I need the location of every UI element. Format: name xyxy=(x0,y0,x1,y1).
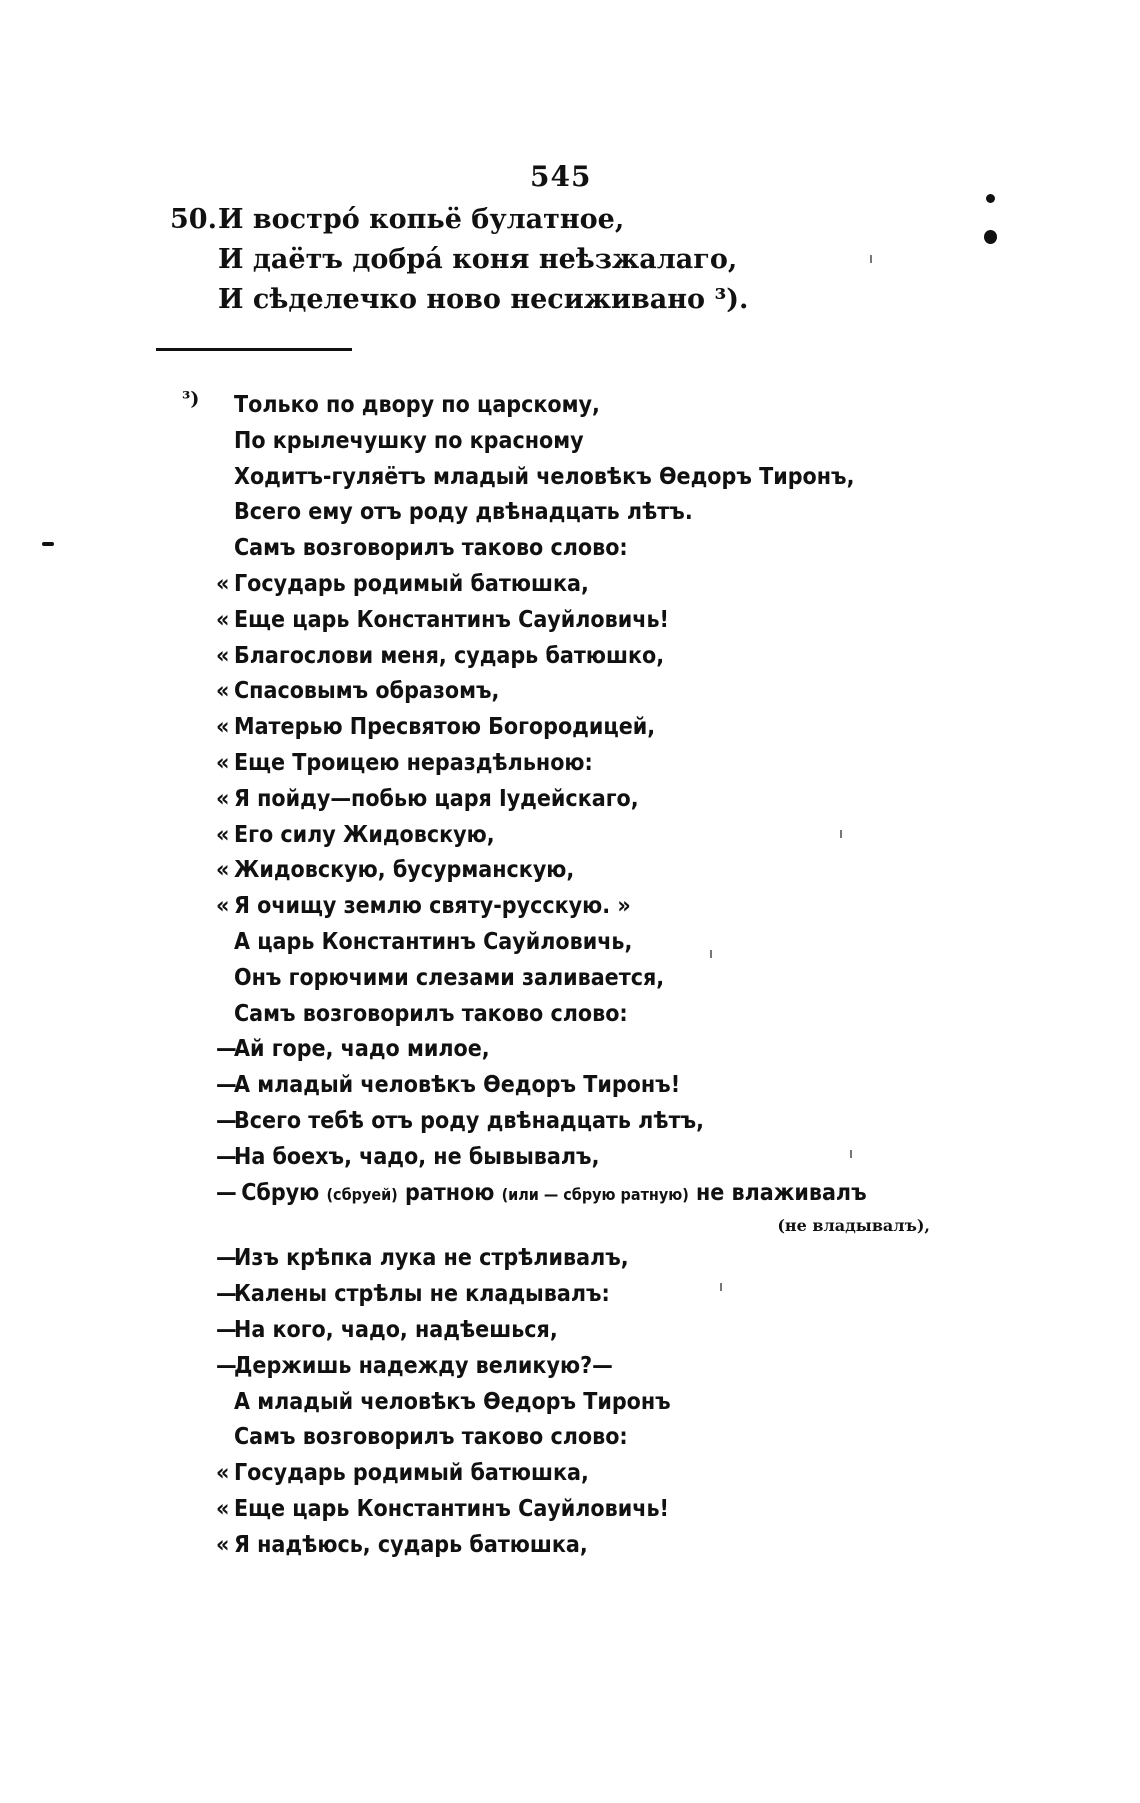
line-text: На боехъ, чадо, не бывывалъ, xyxy=(234,1143,600,1170)
footnote-line xyxy=(216,961,1116,997)
line-text: Ходитъ-гуляётъ младый человѣкъ Ѳедоръ Тиронъ, xyxy=(234,463,855,490)
verse-line xyxy=(170,200,748,240)
scan-speck xyxy=(720,1283,722,1291)
scan-speck xyxy=(710,950,712,958)
footnote-line xyxy=(216,1140,1116,1176)
line-lead: « xyxy=(216,1531,230,1558)
scan-mark xyxy=(42,542,54,546)
footnote-line xyxy=(216,1277,1116,1313)
footnote-line xyxy=(216,674,1116,710)
verse-text: И востро́ копьё булатное, xyxy=(218,204,625,235)
line-text: Самъ возговорилъ таково слово: xyxy=(234,1424,628,1451)
line-lead: « xyxy=(216,893,230,920)
line-lead: — xyxy=(216,1179,237,1206)
variant-reading: (не владывалъ), xyxy=(777,1216,930,1236)
footnote-line xyxy=(216,997,1116,1033)
line-text: По крылечушку по красному xyxy=(234,427,584,454)
line-text: Жидовскую, бусурманскую, xyxy=(234,857,575,884)
footnote-line xyxy=(216,818,1116,854)
line-text: Еще царь Константинъ Сауйловичь! xyxy=(234,1495,669,1522)
line-text: Изъ крѣпка лука не стрѣливалъ, xyxy=(234,1245,629,1272)
footnote-line xyxy=(216,1032,1116,1068)
footnote-line xyxy=(216,710,1116,746)
variant-reading: (или — сбрую ратную) xyxy=(501,1184,689,1204)
line-text: Государь родимый батюшка, xyxy=(234,570,589,597)
line-text: На кого, чадо, надѣешься, xyxy=(234,1316,558,1343)
line-text: Всего тебѣ отъ роду двѣнадцать лѣтъ, xyxy=(234,1107,704,1134)
footnote-line xyxy=(216,1420,1116,1456)
footnote-marker: ³) xyxy=(182,388,200,410)
footnote-line xyxy=(216,460,1116,496)
verse-line xyxy=(170,280,748,320)
line-lead: « xyxy=(216,570,230,597)
line-lead: « xyxy=(216,1460,230,1487)
line-text: Ай горе, чадо милое, xyxy=(234,1036,490,1063)
line-text: Только по двору по царскому, xyxy=(234,392,600,418)
footnote-line xyxy=(216,1313,1116,1349)
line-text: А царь Константинъ Сауйловичь, xyxy=(234,928,633,955)
line-lead: — xyxy=(216,1072,237,1099)
footnote-line xyxy=(216,1492,1116,1528)
line-lead: « xyxy=(216,606,230,633)
scan-dot xyxy=(986,194,995,203)
footnote-line xyxy=(216,1104,1116,1140)
footnote-line xyxy=(216,1349,1116,1385)
footnote-line xyxy=(216,889,1116,925)
footnote-line xyxy=(216,424,1116,460)
footnote-line xyxy=(216,853,1116,889)
line-text: Государь родимый батюшка, xyxy=(234,1460,589,1487)
line-text: Самъ возговорилъ таково слово: xyxy=(234,1000,628,1027)
line-text: Спасовымъ образомъ, xyxy=(234,678,500,705)
scan-dot xyxy=(984,230,997,244)
line-lead: « xyxy=(216,1495,230,1522)
line-lead: « xyxy=(216,857,230,884)
footnote-line xyxy=(216,746,1116,782)
footnote-line xyxy=(216,1528,1116,1564)
footnote-line xyxy=(216,1385,1116,1421)
line-lead: « xyxy=(216,749,230,776)
footnote-line xyxy=(216,1456,1116,1492)
verse-number: 50. xyxy=(170,204,217,235)
line-text: Держишь надежду великую?— xyxy=(234,1352,613,1379)
line-lead: — xyxy=(216,1281,237,1308)
line-text: Онъ горючими слезами заливается, xyxy=(234,964,665,991)
line-text: Я очищу землю святу-русскую. » xyxy=(234,893,631,920)
line-text: А младый человѣкъ Ѳедоръ Тиронъ! xyxy=(234,1072,681,1099)
footnote-lines xyxy=(216,388,1116,1564)
line-lead: — xyxy=(216,1245,237,1272)
line-lead: — xyxy=(216,1143,237,1170)
footnote-line xyxy=(216,531,1116,567)
line-text: А младый человѣкъ Ѳедоръ Тиронъ xyxy=(234,1388,671,1415)
footnote-line xyxy=(216,1241,1116,1277)
line-text: Еще Троицею нераздѣльною: xyxy=(234,749,593,776)
line-lead: — xyxy=(216,1107,237,1134)
footnote-line xyxy=(216,495,1116,531)
line-text: Я пойду—побью царя Іудейскаго, xyxy=(234,785,639,812)
footnote-line xyxy=(216,388,1116,424)
line-text: Всего ему отъ роду двѣнадцать лѣтъ. xyxy=(234,499,693,526)
verse-text: И сѣделечко ново несиживано ³). xyxy=(218,284,749,315)
footnote-line xyxy=(216,925,1116,961)
line-text: Калены стрѣлы не кладывалъ: xyxy=(234,1281,610,1308)
verse-line xyxy=(170,240,748,280)
variant-reading: (сбруей) xyxy=(326,1184,398,1204)
line-text: Я надѣюсь, сударь батюшка, xyxy=(234,1531,588,1558)
footnote-line xyxy=(216,1068,1116,1104)
line-text: Еще царь Константинъ Сауйловичь! xyxy=(234,606,669,633)
footnote-line xyxy=(216,567,1116,603)
footnote-line xyxy=(216,603,1116,639)
footnote-line xyxy=(216,782,1116,818)
line-text: Матерью Пресвятою Богородицей, xyxy=(234,714,656,741)
line-text: Благослови меня, сударь батюшко, xyxy=(234,642,665,669)
footnote-divider xyxy=(156,348,352,351)
scan-speck xyxy=(850,1150,852,1158)
scan-speck xyxy=(840,830,842,838)
line-lead: — xyxy=(216,1036,237,1063)
line-lead: — xyxy=(216,1316,237,1343)
line-lead: — xyxy=(216,1352,237,1379)
page-number: 545 xyxy=(530,160,592,193)
line-lead: « xyxy=(216,785,230,812)
footnote-line xyxy=(216,639,1116,675)
line-lead: « xyxy=(216,678,230,705)
scan-speck xyxy=(870,255,872,263)
line-lead: « xyxy=(216,821,230,848)
line-lead: « xyxy=(216,642,230,669)
line-text: Самъ возговорилъ таково слово: xyxy=(234,535,628,562)
verse-text: И даётъ добра́ коня неѣзжалаго, xyxy=(218,244,738,275)
line-lead: « xyxy=(216,714,230,741)
main-verse xyxy=(170,200,748,320)
line-text: Его силу Жидовскую, xyxy=(234,821,495,848)
footnote-line: — Сбрую (сбруей) ратною (или — сбрую ратную) не влаживалъ xyxy=(216,1176,1116,1212)
